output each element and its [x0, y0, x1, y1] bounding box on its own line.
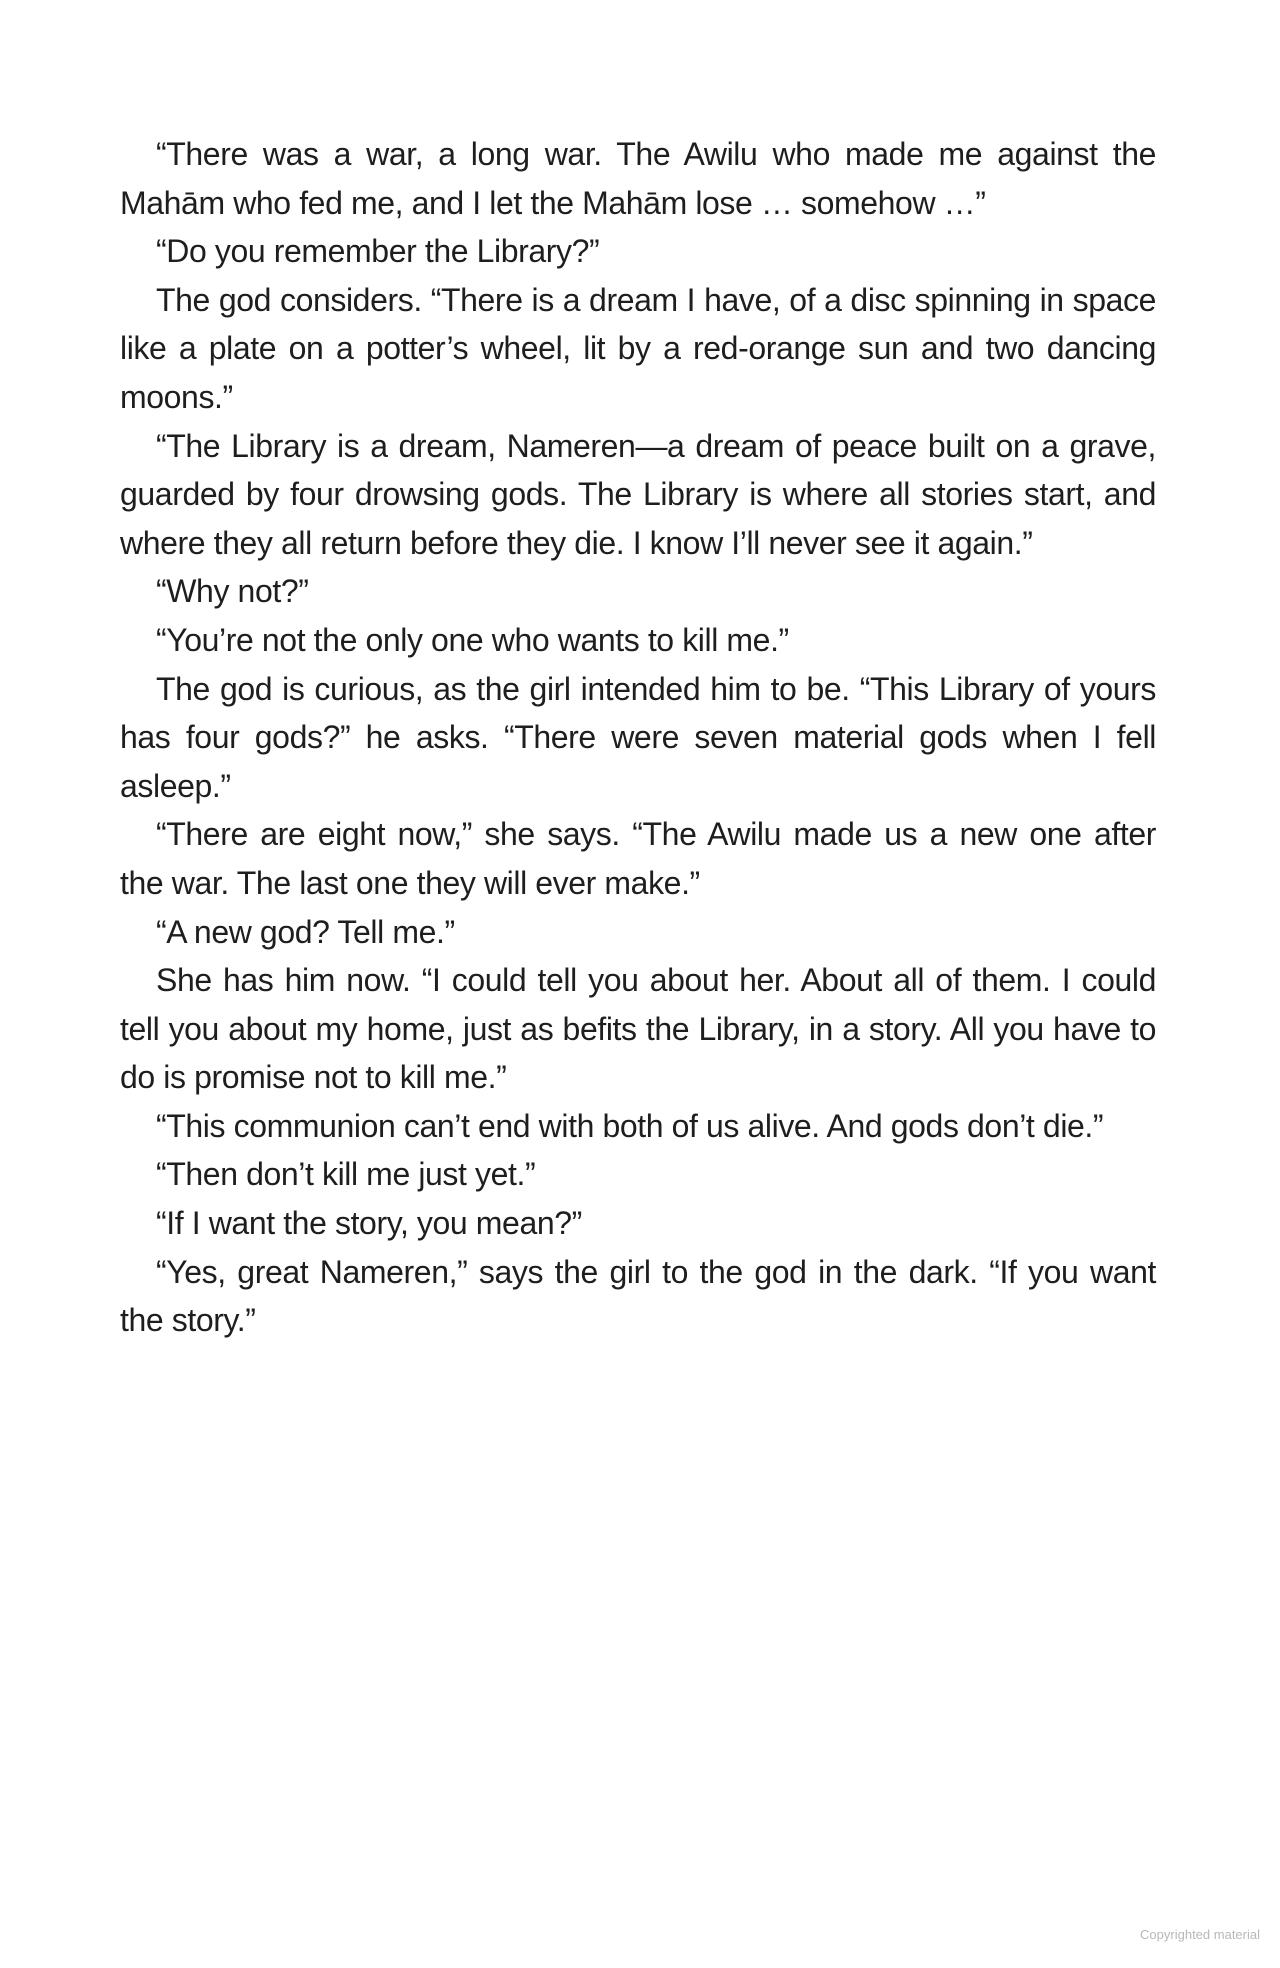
paragraph: “If I want the story, you mean?” [156, 1205, 582, 1242]
paragraph: The god considers. “There is a dream I have, of a disc spinning in space like a plate on a potter’s wheel, lit by a red-orange sun and two dancing moons.” [120, 281, 1156, 415]
paragraph: “There are eight now,” she says. “The Awilu made us a new one after the war. The last one they will ever make.” [120, 816, 1156, 901]
book-page-body [120, 130, 1156, 1345]
paragraph: “A new god? Tell me.” [156, 913, 455, 950]
paragraph: “Yes, great Nameren,” says the girl to the god in the dark. “If you want the story.” [120, 1253, 1156, 1339]
paragraph: “The Library is a dream, Nameren—a dream of peace built on a grave, guarded by four drowsing gods. The Library is where all stories start, and where they all return before they die. I know I’ll never see it again.” [120, 427, 1156, 561]
paragraph: She has him now. “I could tell you about her. About all of them. I could tell you about my home, just as befits the Library, in a story. All you have to do is promise not to kill me.” [120, 962, 1156, 1096]
copyright-watermark: Copyrighted material [1140, 1927, 1260, 1942]
paragraph: “This communion can’t end with both of us alive. And gods don’t die.” [156, 1107, 1104, 1144]
paragraph: “Do you remember the Library?” [156, 233, 600, 270]
paragraph: “There was a war, a long war. The Awilu who made me against the Mahām who fed me, and I let the Mahām lose … somehow …” [120, 136, 1156, 221]
paragraph: “You’re not the only one who wants to kill me.” [156, 621, 789, 658]
paragraph: “Why not?” [156, 573, 309, 610]
paragraph: The god is curious, as the girl intended him to be. “This Library of yours has four gods?” he asks. “There were seven material gods when I fell asleep.” [120, 670, 1156, 804]
paragraph: “Then don’t kill me just yet.” [156, 1156, 536, 1193]
